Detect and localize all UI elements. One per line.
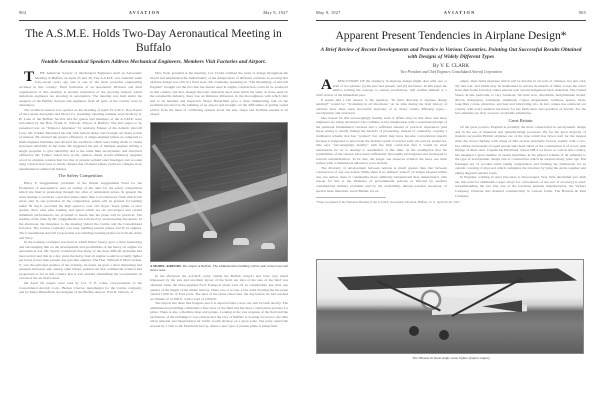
paragraph: One reason for this encouragingly healthy state of affairs may be that more and more engineers are being developed who combine active imagination with a sound knowledge of the pertinent fundamental sciences and a sufficient amount of practical experience (and horse sense) to justify risking the hazards of pioneering, instead of cautiously copying a traditional scheme that has "worked" but which may have become conventional merely because it happened to have been the luckiest result of several early cut-and-try endeavors. One says "encouragingly healthy" with the firm conviction that it would be most unfortunate for us to attempt to standardize at this time, on the assumption that the possibilities of the science have been sufficiently thoroughly investigated and developed to warrant standardization. To be trite, the longer one observes aviation the more one must realize what a tremendous amount is to be learned.: [316, 115, 447, 166]
column-1: [19, 71, 142, 328]
article-title: Apparent Present Tendencies in Airplane Design*: [335, 29, 567, 43]
landing-wheel: [439, 330, 449, 340]
hangar: [203, 231, 217, 238]
paragraph: It seems that a fair answer to the question, "In what direction is airplane design tending?" would be: "Scattering in all directions." At no time during the brief history of aviation have there been successful airplanes of so many widely differing types—aerodynamic and structural.: [316, 97, 447, 116]
hangar: [169, 223, 185, 231]
photo-caption: A MODEL AIRPORT. The airport at Buffalo. The administration building will be seen in the lower left hand corner.: [150, 263, 289, 272]
plane-wing: [337, 268, 577, 290]
author-affiliation: Vice-President and Chief Engineer, Consolidated Aircraft Corporation: [400, 70, 502, 75]
paragraph: In England, welding in steel structures is discouraged. Very little duralumin (we shall use this term for aluminum-copper alloys for convenience of the sort of accuracy) is used, notwithstanding the fact that one of the foremost airplane manufacturers, the Vickers Company, fabricate this material commercially in various forms. The Boulton & Paul Company: [455, 175, 586, 198]
paragraph: DISCUSSION OF the tendency in airplane design might deal with one or both of two phases: (a) the past and present, and (b) the future. In this paper the author, lacking the courage to venture predictions, will confine himself to a brief review of the immediate past.: [316, 79, 447, 98]
article-subtitle: Notable Aeronautical Speakers Address Mechanical Engineers. Members Visit Factories and Airport.: [41, 59, 266, 66]
article-subtitle: A Brief Review of Recent Developments and Practice in Various Countries, Pointing Out Successful Results Obtained with Designs of Widely Different Types: [320, 47, 582, 61]
paragraph: ample, must build airplanes which will be durable in all sorts of climates, hot and cold, dry and wet, and which may be maintained in service thousands of miles across the water from their home factories. Other nations lack certain indigenous basic materials. The United States, in this particular, is very fortunate. We have iron, chromium, molybdenum, nickel, silicon, manganese, vanadium, aluminum, copper, magnesium, cellulose, spruce, birch, long-fiber cotton, abrasives, and fuel and lubricating oils. In fact, nature has endowed our country with every element necessary for the fabrication and operation of aircraft. For the few elements we lack, we have acceptable substitutes.: [455, 79, 586, 116]
paragraph: The diversity of development between nations is much greater than that between constructors of any one nation. While there is no defined "school" of design adopted within any one nation, there is consistently more similarity intranational than international. One reason for this is the influence of governmental policies as affected by peculiar contemplated military problems and by the availability, among national resources, of special basic materials. Great Britain, for ex-: [316, 165, 447, 193]
photo-caption: The Wibault all metal single seater fighter (Jupiter engine): [412, 356, 490, 361]
magazine-name: AVIATION: [128, 10, 161, 15]
drop-cap: T: [24, 69, 35, 86]
paragraph: In the evening a banquet was held at which Elmer Sperry gave a most interesting and encouraging talk on the development and possibilities of the heavy oil engine for aeronautical use. Mr. Sperry considered that many of the most difficult problems had been solved and that in a few years the heavy fuel oil engine would be actually lighter per horse power than present day gasoline engines. The Hon. William P. MacCracken, Jr. was the principal speaker of the evening. As usual, he gave a most interesting and pleasant discourse and, among other things, pointed out that commercial aviation had progressed so far in this country that it was actually subsidizing the Government on certain of the air mail routes.: [19, 240, 142, 281]
footnote: *Paper presented at the National Meeting of the A.S.M.E. Aeronautic Division, Buffalo, N. Y., April 25-26, 1927.: [316, 197, 386, 204]
paragraph: In the afternoon the A.S.M.E. party visited the Buffalo Airport and were very much impressed by the size and excellent layout of the field. An idea of the size of the field was obtained when the three-engined Ford Transport plane took off in considerably less than one quarter of the length of the cinder runway. There was, it is true, a fair wind blowing but the plane carried 1,000 lb. of Ford parts. The pilot of the plane stated that, the day before, he had reached an altitude of 15,000 ft. with a load of 3,000 lb.: [150, 273, 288, 301]
hangar: [233, 238, 249, 245]
paragraph: The technical session was opened on the morning of April 25 with C. Roy Keyes of the Curtiss Aeroplane and Motor Co. presiding. Opening remarks were made by A. H. Lane of the Buffalo Section and the guests and members of the A.S.M.E. were welcomed by the Hon. Frank X. Schwab, Mayor of Buffalo. The first paper to be presented was on "Trimotor Airplanes" by Anthony Fokker of the Atlantic Aircraft Corp. Mr. Fokker illustrated his talk with lantern slides and brought out many points of interest. He stressed the greater efficiency of single-engined planes as compared to multi-engined machines and showed the sacrifices which were being made to obtain increased reliability in the latter. He suggested the use of multiple engines driving a single propeller to give reliability and at the same time aerodynamic and structural efficiency. Mr. Fokker stated that, in his opinion, metal would ultimately supplant wood in airplane construction but that at present welded steel fuselages and wooden wing construction were so much cheaper that all-metal planes could not compete in an unsubsidized commercial market.: [19, 107, 142, 171]
section-heading: The Safety Competition: [58, 173, 103, 179]
page-number: 905: [578, 10, 586, 15]
issue-date: May 9, 1927: [263, 10, 288, 15]
drop-cap: A: [321, 79, 332, 94]
running-header-left: [19, 10, 288, 19]
running-header-right: [316, 10, 586, 19]
column-2: [455, 79, 586, 249]
article-columns: [316, 79, 586, 249]
article-columns: [19, 71, 288, 328]
paragraph: Of the great powers, England is probably the most conservative in aerodynamic design and in the use of materials and manufacturing processes. By far the great majority of modern successful British airplanes are of the type which has flown well for the longest time: the tractor biplane with wings of thin section externally braced, usually with a two-bay cellule and usually of equal spread and chord. Most of the construction is of wood, with fittings of sheet steel. Captain De Havilland, whose DH.4 we know so well in this country, has designed a great number of useful machines, in the general scheme of all adhering to the type of aerodynamic design and of construction which he adopted many years ago. His fuselages are of wooden sticks taking compression and forming the framework for an outside covering of plywood which completes the structure by tying the sticks together and taking diagonal tension loads.: [455, 125, 586, 175]
section-heading: Great Britain: [508, 117, 533, 123]
author-byline: By V. E. CLARK: [432, 63, 470, 70]
landing-wheel: [409, 326, 419, 336]
paragraph: Harry F. Guggenheim, president of the Daniel Guggenheim Fund for the Promotion of Aeronautics, read an outline of the rules for the safety competition which the fund is promoting through the offer of substantial prizes. In general the rules attempt to promote a practical plane rather than a revolutionary freak which will excel only in one particular. In the competition, points will be granted for landing under 30 m.p.h. provided the high speed is over 110 m.p.h. Steep glides at slow speeds, short runs after landing and speed which are all encouraged and certain minimum performances are provided to insure that the plane will be practical. The reading of the rules by Mr. Guggenheim was followed by an interesting discussion. In the afternoon, the delegates to the meeting visited the Curtiss and the Consolidated factories. The Curtiss Company was busy building pursuit planes and D-12 engines. The Consolidated Aircraft Corporation was building training planes for both the Army and Navy.: [19, 180, 142, 240]
airport-aerial-photo: [150, 122, 288, 262]
article-title: The A.S.M.E. Holds Two-Day Aeronautical Meeting in Buffalo: [25, 27, 282, 55]
right-page: [300, 0, 600, 420]
header-rule: [316, 20, 586, 21]
magazine-name: AVIATION: [443, 10, 476, 15]
page-number: 904: [19, 10, 27, 15]
paragraph: HE American Society of Mechanical Engineers held an Aeronautic Meeting at Buffalo on April 25 and 26. The A.S.M.E. was founded some forty-seven years ago and is one of the most powerful engineering societies in this country. Their formation of an Aeronautic Division and their organization of this meeting is another indication of the growing interest which American engineers are showing in aeronautics. The meeting was held under the auspices of the Buffalo Section and engineers from all parts of the country were in attendance.: [19, 71, 142, 108]
column-2: [150, 71, 288, 328]
issue-date: May 9, 1927: [316, 10, 341, 15]
column-1: [316, 79, 461, 249]
hangar: [261, 243, 275, 249]
paragraph: On April 26, papers were read by Col. V. E. Clark, vice-president of the Consolidated Aircraft Corp.; Bishop Cleaver, metallurgist for the Curtiss company; and by Major Butterfield, the designer of the Buffalo Airport. Earl D. Osborn, of: [19, 281, 142, 295]
paragraph: The airport has three fine hangars and it is expected that a new one will be built shortly. The administration building commands a fine view of the field and has most comfortable quarters for pilots. There is also a machine shop and garage. Looking at the vast expanse of the field and the excellence of the buildings it was evident that the City of Buffalo is looking forward to the time when national and international air traffic would develop on a great scale. The party ended the session by a visit to the Eberhardt factory where a new type of pursuit plane is being built.: [150, 301, 288, 328]
wibault-fighter-photo: [316, 259, 584, 354]
header-rule: [19, 20, 288, 21]
paragraph: New York, presided at the meeting. Col. Clarke outlined the trend of design throughout the World and emphasized the individuality of the design ideas of different countries as proving that airplane design was still in a fluid state. Mr. Clements, speaking on "The Metallurgy of Aircraft Engines" brought out the fact that the metals used in engine construction could all be produced in this country and that, though the basic materials used were much the same as those used by the automobile industry, there was an immense difference in the thoroughness with which they had to be handled and inspected. Major Butterfield gave a most illuminating talk on the problems involved in the building of an airport and brought out the difficulties of getting sound advice from the mass of conflicting opinion about the size, shape and facilities needed at an airport.: [150, 71, 288, 117]
